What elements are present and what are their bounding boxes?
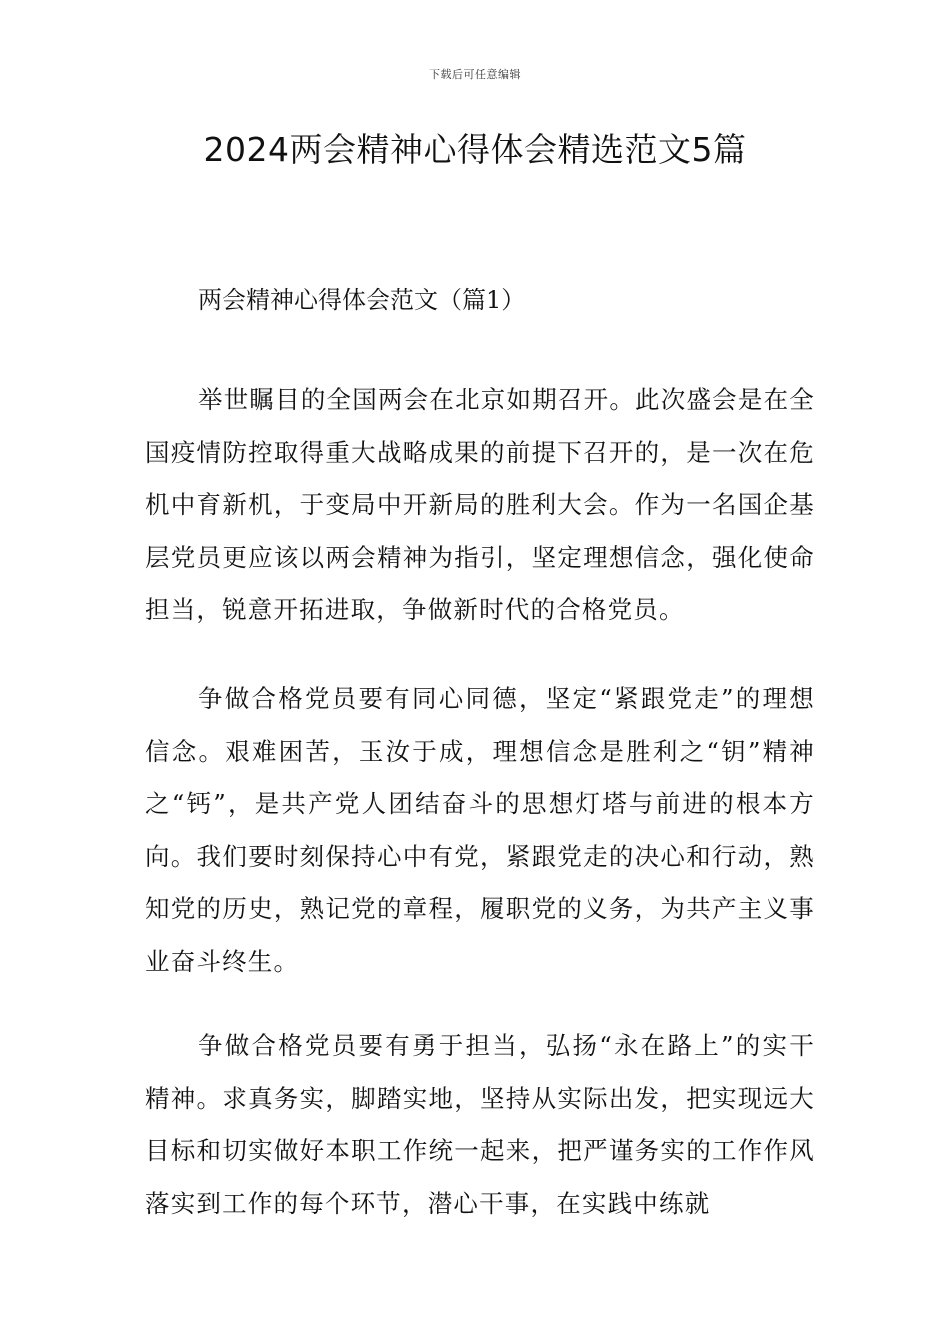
paragraph-2: 争做合格党员要有同心同德，坚定“紧跟党走”的理想信念。艰难困苦，玉汝于成，理想信念是胜利之“钥”精神之“钙”，是共产党人团结奋斗的思想灯塔与前进的根本方向。我们要时刻保持心中有党，紧跟党走的决心和行动，熟知党的历史，熟记党的章程，履职党的义务，为共产主义事业奋斗终生。 <box>145 684 815 976</box>
header-note: 下载后可任意编辑 <box>429 68 521 81</box>
section-heading: 两会精神心得体会范文（篇1） <box>198 286 526 314</box>
paragraph-3: 争做合格党员要有勇于担当，弘扬“永在路上”的实干精神。求真务实，脚踏实地，坚持从实际出发，把实现远大目标和切实做好本职工作统一起来，把严谨务实的工作作风落实到工作的每个环节，潜心干事，在实践中练就 <box>145 1031 815 1218</box>
paragraph-1: 举世瞩目的全国两会在北京如期召开。此次盛会是在全国疫情防控取得重大战略成果的前提下召开的，是一次在危机中育新机，于变局中开新局的胜利大会。作为一名国企基层党员更应该以两会精神为指引，坚定理想信念，强化使命担当，锐意开拓进取，争做新时代的合格党员。 <box>145 385 815 624</box>
document-title: 2024两会精神心得体会精选范文5篇 <box>203 130 747 169</box>
